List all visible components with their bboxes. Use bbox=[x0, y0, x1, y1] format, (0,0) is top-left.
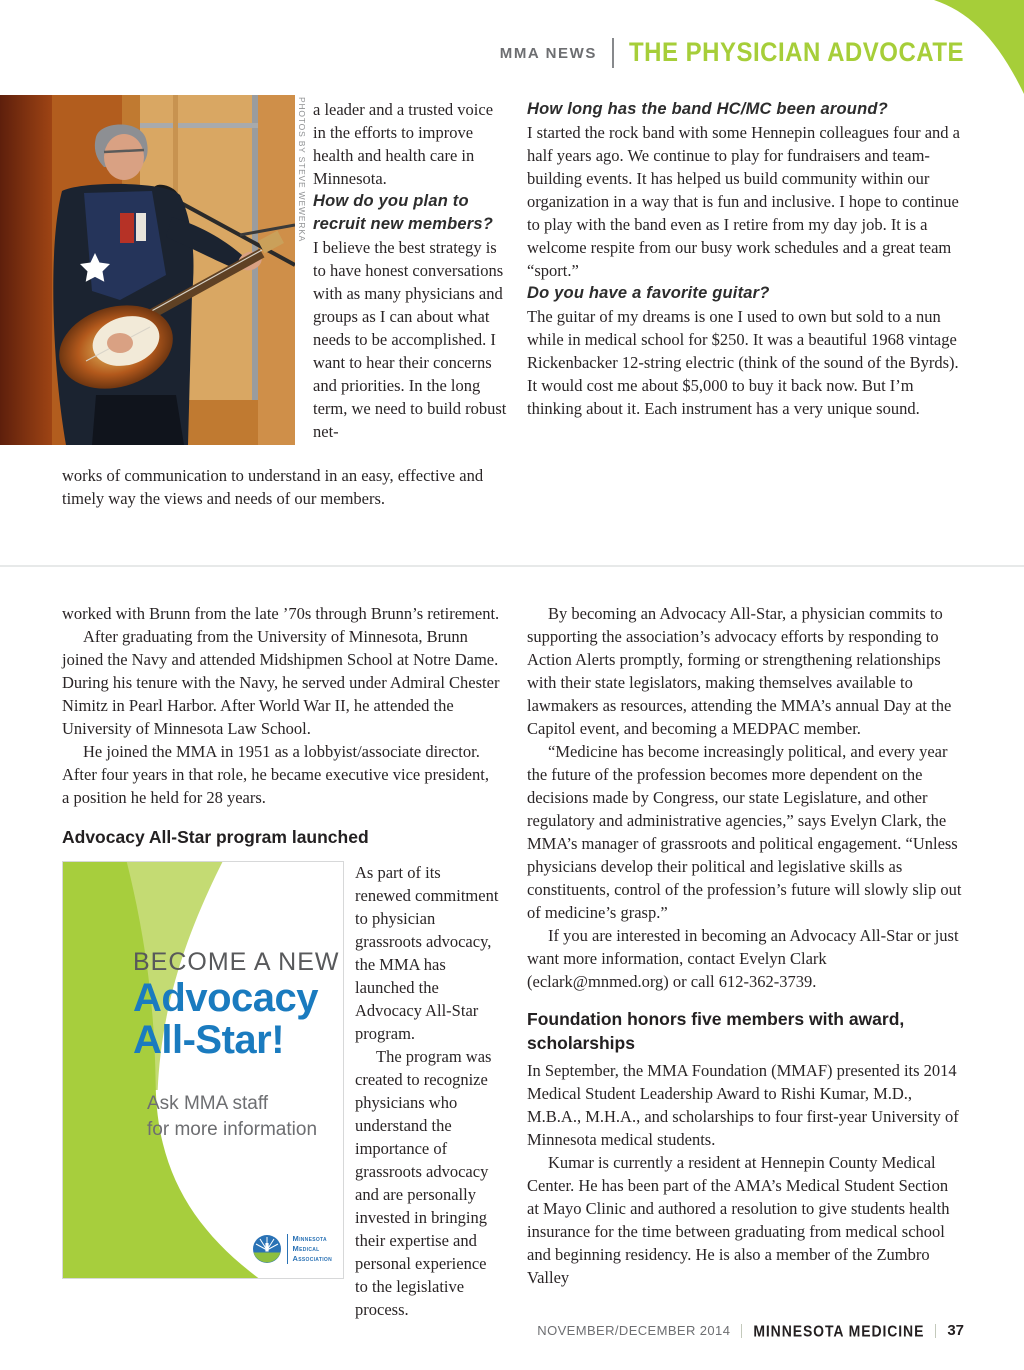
interview-lead-in: a leader and a trusted voice in the efforts to improve health and health care in Minnesota. bbox=[313, 100, 494, 188]
performer-photo bbox=[0, 95, 295, 445]
answer-guitar: The guitar of my dreams is one I used to own but sold to a nun while in medical school for $250. It was a beautiful 1968 vintage Rickenbacker 12-string electric (think of the sound of the Byrds). It would cost me about $5,000 to buy it back now. But I’m thinking about it. Each instrument has a very unique sound. bbox=[527, 307, 959, 418]
question-recruit: How do you plan to recruit new members? bbox=[313, 192, 494, 233]
header-title: THE PHYSICIAN ADVOCATE bbox=[628, 37, 964, 68]
answer-recruit-continuation-block bbox=[62, 464, 510, 510]
header-kicker: MMA NEWS bbox=[499, 44, 597, 62]
photo-credit: PHOTOS BY STEVE WEWERKA bbox=[297, 97, 307, 243]
advocacy-paragraph: “Medicine has become increasingly political, and every year the future of the profession becomes more dependent on the decisions made by Congress, our state Legislature, and other regulatory and administrative agencies,” says Evelyn Clark, the MMA’s manager of grassroots and political engagement. “Unless physicians develop their political and legislative skills as constituents, control of the profession’s future will slowly slip out of medicine’s grasp.” bbox=[527, 742, 962, 922]
brunn-paragraph: After graduating from the University of Minnesota, Brunn joined the Navy and attended Midshipmen School at Notre Dame. During his tenure with the Navy, he served under Admiral Chester Nimitz in Pearl Harbor. After World War II, he attended the University of Minnesota Law School. bbox=[62, 627, 500, 738]
brunn-paragraph: worked with Brunn from the late ’70s through Brunn’s retirement. bbox=[62, 604, 500, 623]
question-band: How long has the band HC/MC been around? bbox=[527, 100, 888, 118]
foundation-paragraph: In September, the MMA Foundation (MMAF) presented its 2014 Medical Student Leadership Award to Rishi Kumar, M.D., M.B.A., M.H.A., and scholarships to four first-year University of Minnesota medical students. bbox=[527, 1061, 959, 1149]
answer-recruit: I believe the best strategy is to have honest conversations with as many physicians and groups as I can about what needs to be accomplished. I want to hear their concerns and priorities. In the long term, we need to build robust net- bbox=[313, 238, 507, 441]
mma-logo-line: Association bbox=[292, 1253, 332, 1263]
ad-cta bbox=[147, 1091, 333, 1142]
mma-logo bbox=[252, 1234, 332, 1264]
advocacy-paragraph: By becoming an Advocacy All-Star, a physician commits to supporting the association’s advocacy efforts by responding to Action Alerts promptly, forming or strengthening relationships with their state legislators, making themselves available to lawmakers as resources, attending the MMA’s annual Day at the Capitol event, and becoming a MEDPAC member. bbox=[527, 604, 952, 738]
ad-cta-line2: for more information bbox=[147, 1118, 318, 1140]
header-divider bbox=[612, 38, 614, 68]
mma-logo-text bbox=[287, 1234, 332, 1263]
advocacy-heading: Advocacy All-Star program launched bbox=[62, 827, 369, 847]
ad-headline-allstar: All-Star! bbox=[133, 1018, 285, 1062]
mma-logo-line: Minnesota bbox=[292, 1234, 327, 1244]
foundation-paragraph: Kumar is currently a resident at Hennepin County Medical Center. He has been part of the AMA’s Medical Student Section at Mayo Clinic and authored a resolution to give students health insurance for the time between graduating from medical school and beginning residency. He is also a member of the Zumbro Valley bbox=[527, 1153, 950, 1287]
footer-divider bbox=[935, 1324, 936, 1338]
footer-divider bbox=[741, 1324, 742, 1338]
performer-photo-graphic bbox=[0, 95, 295, 445]
advocacy-all-star-ad bbox=[62, 861, 344, 1279]
answer-band: I started the rock band with some Hennepin colleagues four and a half years ago. We continue to play for fundraisers and team-building events. It has helped us build community within our organization in a way that is fun and inclusive. I hope to continue to play with the band even as I retire from my day job. It is a welcome respite from our busy work schedules and a great team “sport.” bbox=[527, 123, 960, 280]
footer-issue-date: NOVEMBER/DECEMBER 2014 bbox=[537, 1323, 731, 1338]
advocacy-paragraph: If you are interested in becoming an Advocacy All-Star or just want more information, contact Evelyn Clark (eclark@mnmed.org) or call 612-362-3739. bbox=[527, 926, 959, 991]
question-guitar: Do you have a favorite guitar? bbox=[527, 284, 770, 302]
footer-page-number: 37 bbox=[947, 1322, 964, 1339]
footer-magazine-name: MINNESOTA MEDICINE bbox=[753, 1321, 925, 1340]
section-divider bbox=[0, 565, 1024, 567]
ad-headline-small: BECOME A NEW bbox=[133, 948, 340, 976]
advocacy-intro-column bbox=[355, 861, 500, 1321]
mma-logo-line: Medical bbox=[292, 1244, 320, 1254]
advocacy-paragraph: As part of its renewed commitment to physician grassroots advocacy, the MMA has launched the Advocacy All-Star program. bbox=[355, 863, 499, 1043]
brunn-paragraph: He joined the MMA in 1951 as a lobbyist/associate director. After four years in that role, he became executive vice president, a position he held for 28 years. bbox=[62, 742, 489, 807]
foundation-heading: Foundation honors five members with award, scholarships bbox=[527, 1009, 905, 1053]
answer-recruit-continuation: works of communication to understand in an easy, effective and timely way the views and needs of our members. bbox=[62, 466, 484, 508]
mma-logo-icon bbox=[252, 1234, 282, 1264]
brunn-article-column bbox=[62, 602, 500, 1321]
interview-intro-column bbox=[313, 98, 509, 443]
advocacy-foundation-column bbox=[527, 602, 964, 1289]
page-footer bbox=[537, 1322, 964, 1339]
advocacy-ad-wrap bbox=[62, 861, 500, 1321]
ad-headline-advocacy: Advocacy bbox=[133, 976, 318, 1020]
ad-cta-line1: Ask MMA staff bbox=[147, 1093, 269, 1114]
ad-content bbox=[133, 948, 340, 1142]
advocacy-paragraph: The program was created to recognize physicians who understand the importance of grassroots advocacy and are personally invested in bringing their expertise and personal experience to the legislative process. bbox=[355, 1047, 492, 1319]
page-header bbox=[500, 38, 964, 68]
interview-qa-column bbox=[527, 98, 964, 420]
